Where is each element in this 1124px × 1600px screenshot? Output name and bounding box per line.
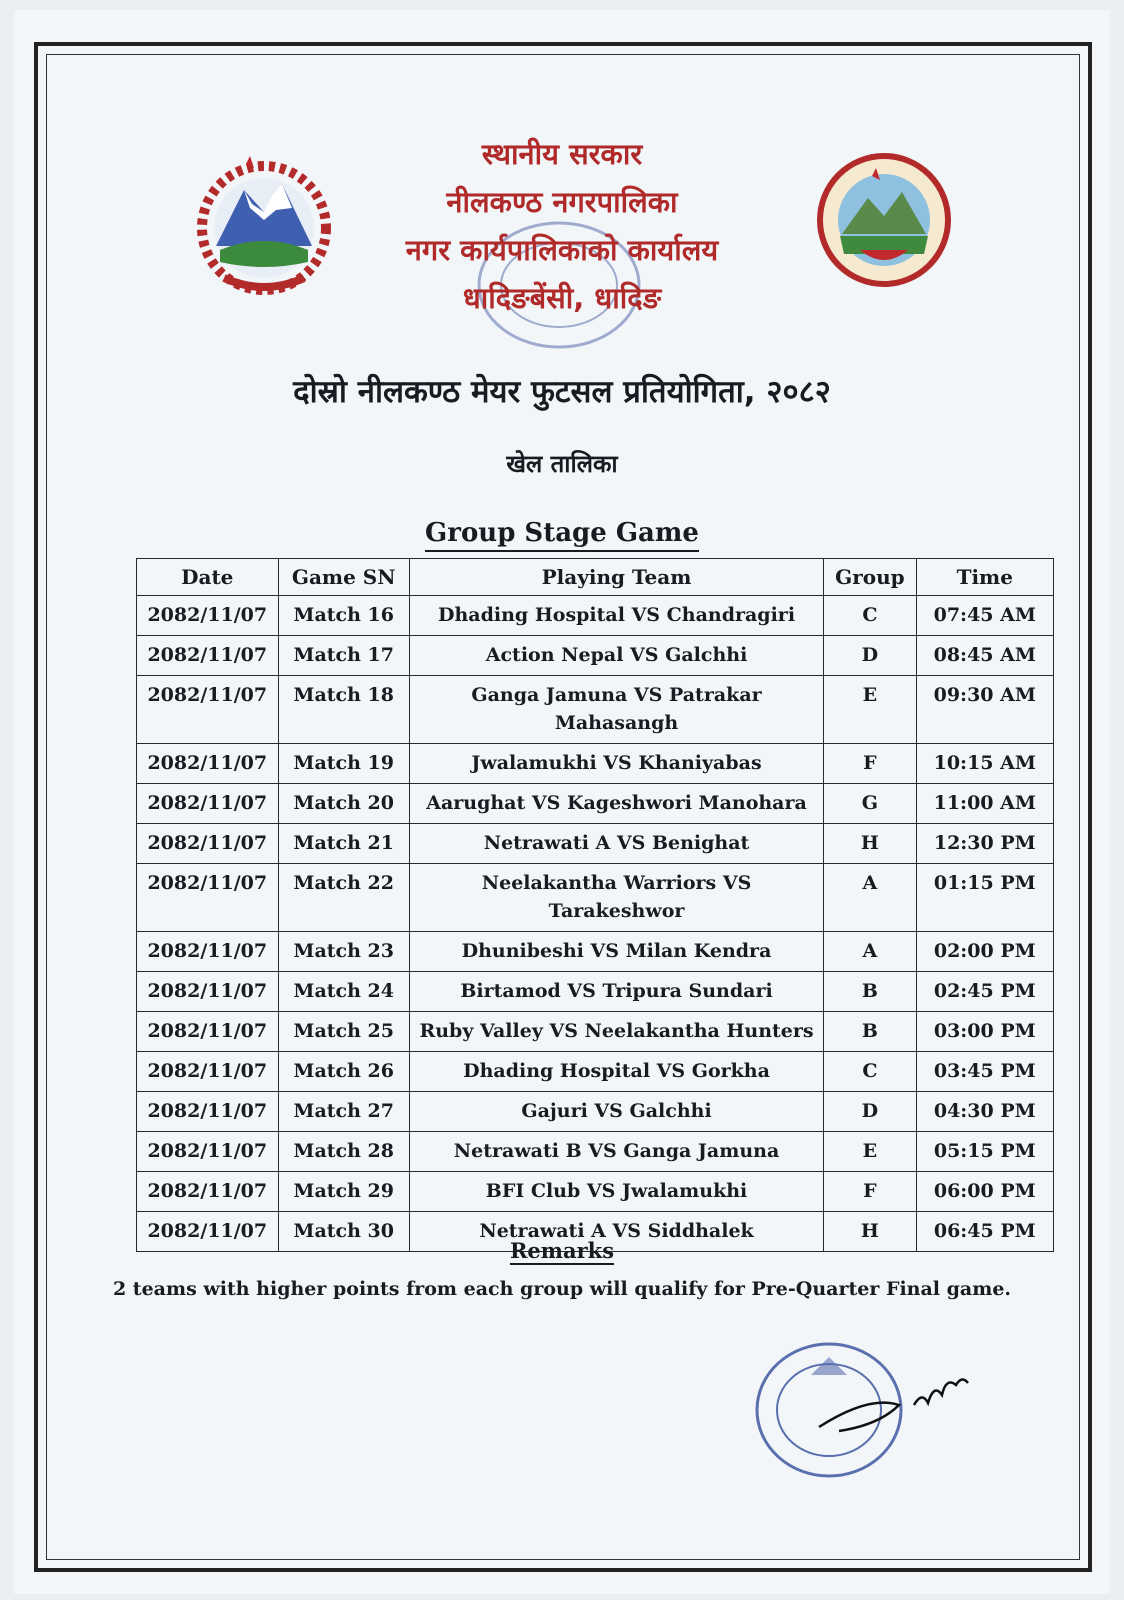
cell-group: F <box>824 744 916 784</box>
cell-group: H <box>824 1212 916 1252</box>
cell-group: E <box>824 676 916 744</box>
cell-group: B <box>824 972 916 1012</box>
cell-date: 2082/11/07 <box>137 676 279 744</box>
cell-date: 2082/11/07 <box>137 636 279 676</box>
cell-time: 03:45 PM <box>916 1052 1053 1092</box>
cell-time: 02:45 PM <box>916 972 1053 1012</box>
cell-group: G <box>824 784 916 824</box>
cell-team: Jwalamukhi VS Khaniyabas <box>409 744 823 784</box>
cell-group: C <box>824 596 916 636</box>
cell-time: 11:00 AM <box>916 784 1053 824</box>
cell-time: 06:45 PM <box>916 1212 1053 1252</box>
remarks-text: 2 teams with higher points from each group will qualify for Pre-Quarter Final game. <box>112 1278 1012 1300</box>
table-row <box>137 636 1054 676</box>
remarks-title-text: Remarks <box>509 1238 615 1263</box>
cell-group: B <box>824 1012 916 1052</box>
cell-team: BFI Club VS Jwalamukhi <box>409 1172 823 1212</box>
cell-game-sn: Match 17 <box>278 636 409 676</box>
header-group: Group <box>824 559 916 596</box>
cell-game-sn: Match 29 <box>278 1172 409 1212</box>
header-line-1: स्थानीय सरकार <box>481 137 643 171</box>
cell-date: 2082/11/07 <box>137 1092 279 1132</box>
tournament-title: दोस्रो नीलकण्ठ मेयर फुटसल प्रतियोगिता, २०८२ <box>293 374 831 410</box>
cell-team: Dhunibeshi VS Milan Kendra <box>409 932 823 972</box>
section-title-text: Group Stage Game <box>425 518 699 552</box>
cell-time: 08:45 AM <box>916 636 1053 676</box>
cell-team: Gajuri VS Galchhi <box>409 1092 823 1132</box>
header-date: Date <box>137 559 279 596</box>
cell-team: Netrawati A VS Siddhalek <box>409 1212 823 1252</box>
cell-date: 2082/11/07 <box>137 784 279 824</box>
cell-date: 2082/11/07 <box>137 824 279 864</box>
cell-group: F <box>824 1172 916 1212</box>
cell-date: 2082/11/07 <box>137 1132 279 1172</box>
cell-time: 02:00 PM <box>916 932 1053 972</box>
cell-time: 03:00 PM <box>916 1012 1053 1052</box>
cell-game-sn: Match 25 <box>278 1012 409 1052</box>
cell-group: C <box>824 1052 916 1092</box>
cell-game-sn: Match 27 <box>278 1092 409 1132</box>
section-title <box>14 518 1110 548</box>
table-row <box>137 1012 1054 1052</box>
cell-game-sn: Match 24 <box>278 972 409 1012</box>
cell-group: A <box>824 864 916 932</box>
table-row <box>137 1132 1054 1172</box>
table-row <box>137 596 1054 636</box>
table-header-row <box>137 559 1054 596</box>
cell-date: 2082/11/07 <box>137 1172 279 1212</box>
cell-team: Neelakantha Warriors VS Tarakeshwor <box>409 864 823 932</box>
cell-team: Dhading Hospital VS Chandragiri <box>409 596 823 636</box>
cell-time: 06:00 PM <box>916 1172 1053 1212</box>
cell-time: 12:30 PM <box>916 824 1053 864</box>
table-row <box>137 1172 1054 1212</box>
cell-team: Dhading Hospital VS Gorkha <box>409 1052 823 1092</box>
table-row <box>137 1052 1054 1092</box>
document-sheet <box>14 10 1110 1594</box>
cell-team: Action Nepal VS Galchhi <box>409 636 823 676</box>
cell-team: Aarughat VS Kageshwori Manohara <box>409 784 823 824</box>
cell-date: 2082/11/07 <box>137 1052 279 1092</box>
cell-team: Netrawati A VS Benighat <box>409 824 823 864</box>
cell-date: 2082/11/07 <box>137 1012 279 1052</box>
cell-time: 04:30 PM <box>916 1092 1053 1132</box>
cell-date: 2082/11/07 <box>137 864 279 932</box>
cell-game-sn: Match 18 <box>278 676 409 744</box>
table-row <box>137 864 1054 932</box>
cell-date: 2082/11/07 <box>137 596 279 636</box>
cell-group: E <box>824 1132 916 1172</box>
schedule-label: खेल तालिका <box>506 450 618 478</box>
cell-group: H <box>824 824 916 864</box>
header-line-2: नीलकण्ठ नगरपालिका <box>446 185 678 219</box>
cell-game-sn: Match 26 <box>278 1052 409 1092</box>
cell-time: 05:15 PM <box>916 1132 1053 1172</box>
cell-game-sn: Match 23 <box>278 932 409 972</box>
header-line-4: धादिङबेंसी, धादिङ <box>462 281 662 315</box>
cell-game-sn: Match 19 <box>278 744 409 784</box>
table-row <box>137 932 1054 972</box>
cell-game-sn: Match 16 <box>278 596 409 636</box>
cell-game-sn: Match 28 <box>278 1132 409 1172</box>
header-playing-team: Playing Team <box>409 559 823 596</box>
cell-date: 2082/11/07 <box>137 744 279 784</box>
cell-game-sn: Match 30 <box>278 1212 409 1252</box>
cell-group: D <box>824 1092 916 1132</box>
header-line-3: नगर कार्यपालिकाको कार्यालय <box>405 233 719 267</box>
header-game-sn: Game SN <box>278 559 409 596</box>
cell-group: A <box>824 932 916 972</box>
table-row <box>137 972 1054 1012</box>
cell-team: Ruby Valley VS Neelakantha Hunters <box>409 1012 823 1052</box>
header-time: Time <box>916 559 1053 596</box>
cell-team: Birtamod VS Tripura Sundari <box>409 972 823 1012</box>
cell-time: 01:15 PM <box>916 864 1053 932</box>
cell-time: 10:15 AM <box>916 744 1053 784</box>
cell-game-sn: Match 20 <box>278 784 409 824</box>
signature-stamp-icon <box>749 1335 999 1485</box>
table-row <box>137 824 1054 864</box>
cell-game-sn: Match 22 <box>278 864 409 932</box>
table-row <box>137 784 1054 824</box>
cell-team: Ganga Jamuna VS Patrakar Mahasangh <box>409 676 823 744</box>
cell-group: D <box>824 636 916 676</box>
cell-date: 2082/11/07 <box>137 972 279 1012</box>
remarks-title <box>14 1238 1110 1263</box>
cell-date: 2082/11/07 <box>137 1212 279 1252</box>
cell-game-sn: Match 21 <box>278 824 409 864</box>
cell-time: 07:45 AM <box>916 596 1053 636</box>
table-row <box>137 744 1054 784</box>
cell-date: 2082/11/07 <box>137 932 279 972</box>
table-row <box>137 1092 1054 1132</box>
cell-time: 09:30 AM <box>916 676 1053 744</box>
table-row <box>137 676 1054 744</box>
cell-team: Netrawati B VS Ganga Jamuna <box>409 1132 823 1172</box>
office-header <box>14 130 1110 322</box>
schedule-table <box>136 558 1054 1252</box>
